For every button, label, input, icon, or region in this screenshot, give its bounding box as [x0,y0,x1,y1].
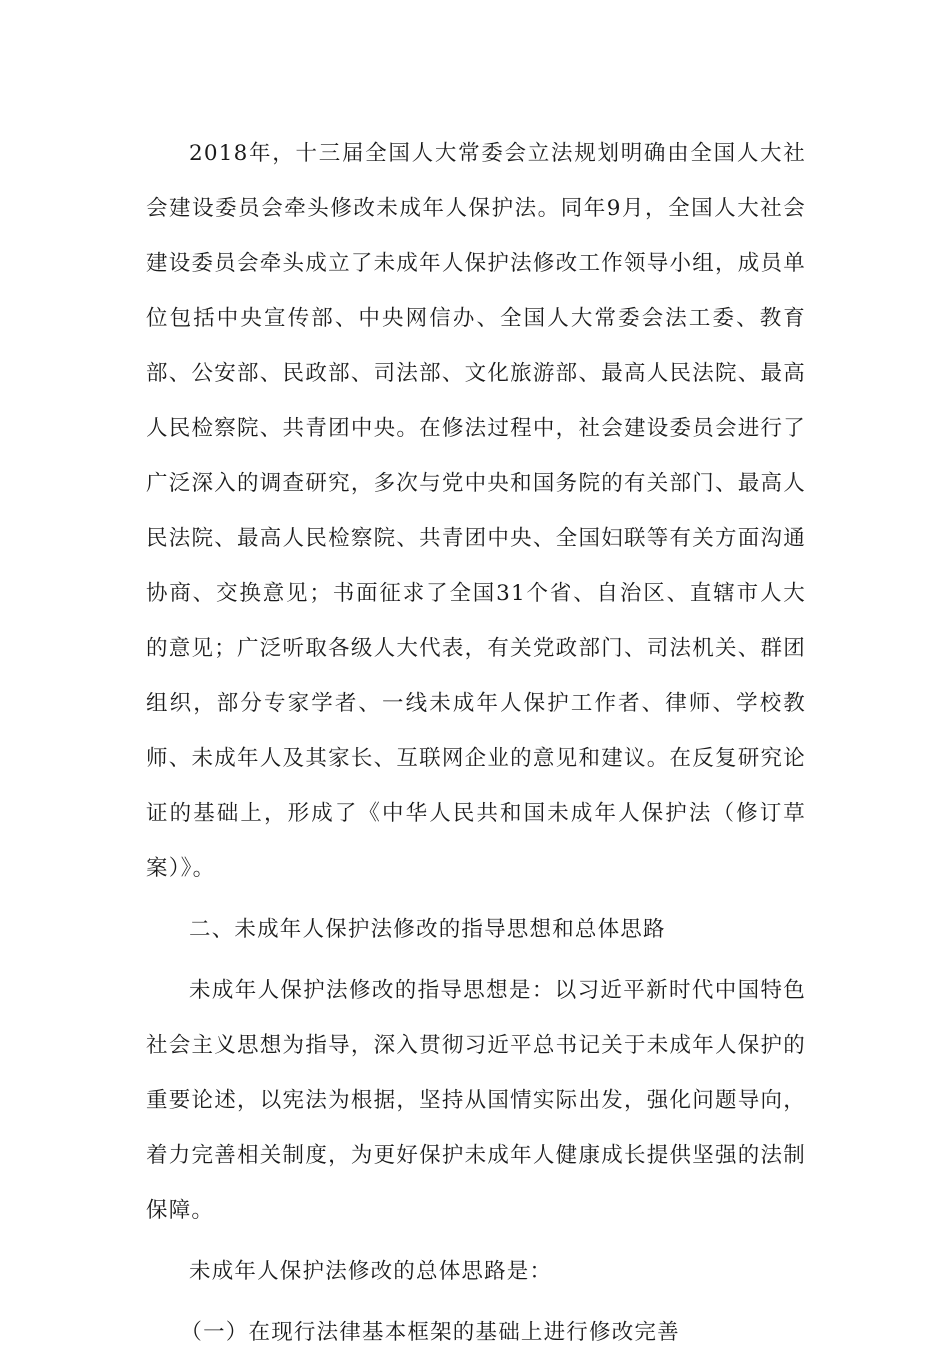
section-heading-guiding-ideology: 二、未成年人保护法修改的指导思想和总体思路 [189,917,666,942]
paragraph-guiding-ideology: 未成年人保护法修改的指导思想是：以习近平新时代中国特色社会主义思想为指导，深入贯彻习近平总书记关于未成年人保护的重要论述，以宪法为根据，坚持从国情实际出发，强化问题导向，着力完善相关制度，为更好保护未成年人健康成长提供坚强的法制保障。 [146,978,806,1223]
document-body [146,126,806,1360]
paragraph-legislative-history: 2018年，十三届全国人大常委会立法规划明确由全国人大社会建设委员会牵头修改未成年人保护法。同年9月，全国人大社会建设委员会牵头成立了未成年人保护法修改工作领导小组，成员单位包括中央宣传部、中央网信办、全国人大常委会法工委、教育部、公安部、民政部、司法部、文化旅游部、最高人民法院、最高人民检察院、共青团中央。在修法过程中，社会建设委员会进行了广泛深入的调查研究，多次与党中央和国务院的有关部门、最高人民法院、最高人民检察院、共青团中央、全国妇联等有关方面沟通协商、交换意见；书面征求了全国31个省、自治区、直辖市人大的意见；广泛听取各级人大代表，有关党政部门、司法机关、群团组织，部分专家学者、一线未成年人保护工作者、律师、学校教师、未成年人及其家长、互联网企业的意见和建议。在反复研究论证的基础上，形成了《中华人民共和国未成年人保护法（修订草案）》。 [146,141,806,881]
subheading-item-one: （一）在现行法律基本框架的基础上进行修改完善 [180,1320,680,1345]
paragraph-overall-approach-intro: 未成年人保护法修改的总体思路是： [189,1259,553,1284]
